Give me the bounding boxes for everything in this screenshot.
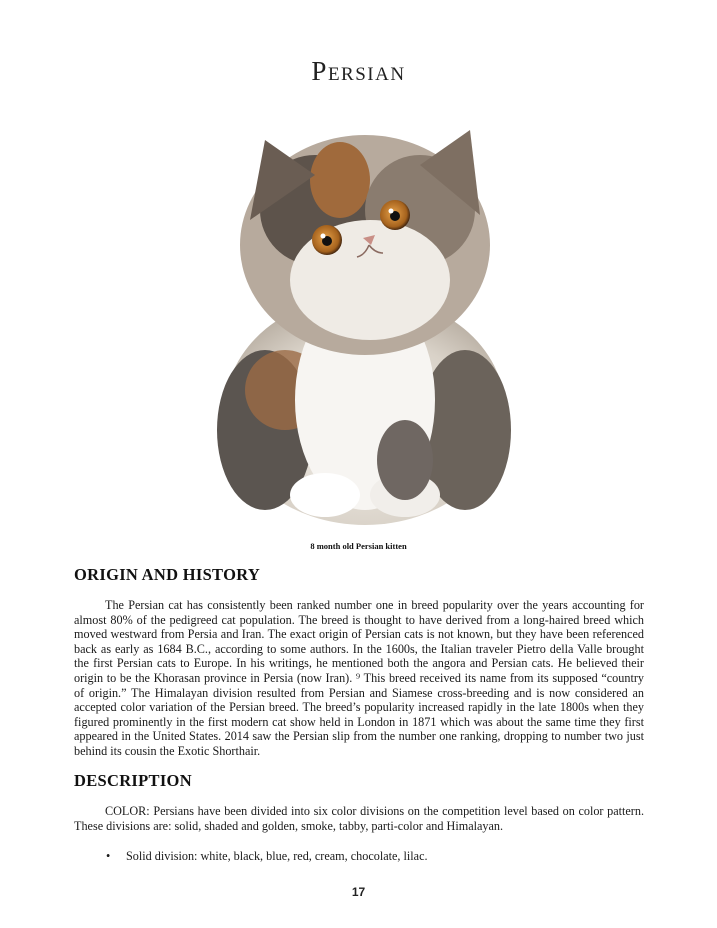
- kitten-photo: [205, 100, 515, 530]
- color-paragraph: COLOR: Persians have been divided into six color divisions on the competition level based on color pattern. These divisions are: solid, shaded and golden, smoke, tabby, parti-color and Himalayan.: [74, 804, 644, 833]
- bullet-item: [106, 849, 428, 864]
- description-heading: DESCRIPTION: [74, 771, 192, 790]
- page-title: Persian: [311, 56, 406, 86]
- bullet-text: Solid division: white, black, blue, red, cream, chocolate, lilac.: [126, 849, 428, 863]
- photo-caption: 8 month old Persian kitten: [310, 541, 407, 551]
- bullet-symbol: •: [106, 849, 111, 863]
- page-number: 17: [351, 885, 366, 899]
- origin-heading: ORIGIN AND HISTORY: [74, 565, 261, 584]
- origin-paragraph: The Persian cat has consistently been ranked number one in breed popularity over the years accounting for almost 80% of the pedigreed cat population. The breed is thought to have derived from a long-haired breed which moved westward from Persia and Iran. The exact origin of Persian cats is not known, but they have been referenced back as early as 1684 B.C., according to some authors. In the 1600s, the Italian traveler Pietro della Valle brought the first Persian cats to Europe. In his writings, he mentioned both the angora and Persian cats. He believed their origin to be the Khorasan province in Persia (now Iran). ⁹ This breed received its name from its supposed “country of origin.” The Himalayan division resulted from Persian and Siamese cross-breeding and is now considered an accepted color variation of the Persian breed. The breed’s popularity increased rapidly in the late 1800s when they figured prominently in the first modern cat show held in London in 1871 which was about the same time they first appeared in the United States. 2014 saw the Persian slip from the number one ranking, dropping to number two just behind its cousin the Exotic Shorthair.: [74, 598, 644, 758]
